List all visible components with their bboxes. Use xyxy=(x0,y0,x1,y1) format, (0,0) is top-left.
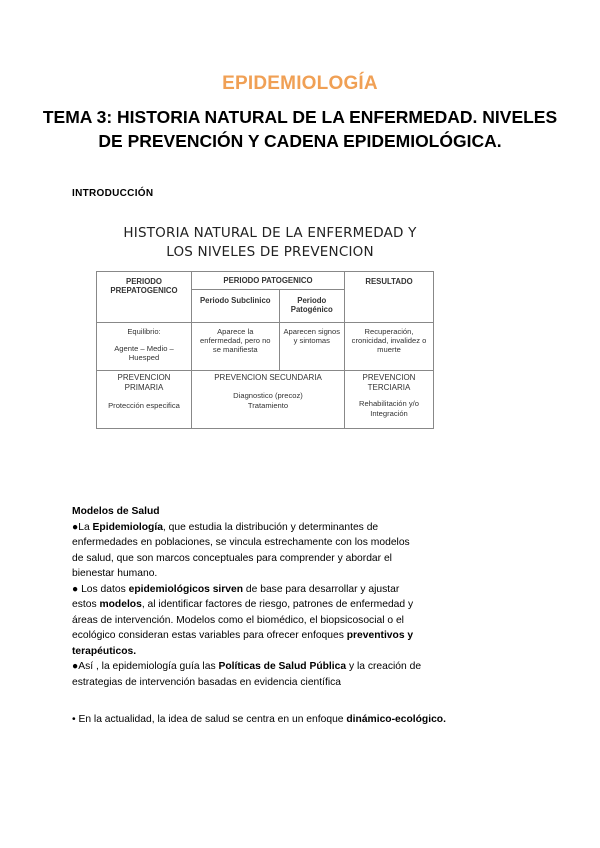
cell-aparece: Aparece la enfermedad, pero no se manifiesta xyxy=(192,323,280,371)
prevencion-secundaria-desc-1: Diagnostico (precoz) xyxy=(233,391,303,400)
final-part-a: • En la actualidad, la idea de salud se centra en un enfoque xyxy=(72,714,347,725)
figure-title-line-2: LOS NIVELES DE PREVENCION xyxy=(166,244,374,260)
p2-part-e: , al identificar factores de riesgo, patrones de enfermedad y áreas de intervención. Modelos como el biomédico, el biopsicosocial o el ecológico consideran estas variables para ofrecer enfoques xyxy=(72,599,414,641)
cell-prevencion-primaria xyxy=(97,371,192,429)
paragraph-datos xyxy=(72,582,422,660)
prevencion-secundaria-desc-2: Tratamiento xyxy=(247,401,289,410)
p3-part-a: ●Así , la epidemiología guía las xyxy=(72,661,219,672)
p3-term-politicas: Políticas de Salud Pública xyxy=(218,661,347,672)
prevencion-primaria-label: PREVENCION PRIMARIA xyxy=(117,373,171,392)
modelos-section xyxy=(72,504,422,690)
p2-part-c: de base para desarrollar y ajustar estos xyxy=(72,583,400,610)
cell-prevencion-terciaria xyxy=(345,371,434,429)
subheader-patogenico: Periodo Patogénico xyxy=(279,290,344,323)
document-title: EPIDEMIOLOGÍA xyxy=(222,73,378,94)
header-resultado: RESULTADO xyxy=(345,272,434,323)
paragraph-politicas xyxy=(72,659,422,690)
cell-prevencion-secundaria xyxy=(192,371,345,429)
cell-resultado: Recuperación, cronicidad, invalidez o muerte xyxy=(345,323,434,371)
p3-part-c: y la creación de estrategias de intervención basadas en evidencia científica xyxy=(72,661,422,688)
p2-term-modelos: modelos xyxy=(99,599,142,610)
topic-title: TEMA 3: HISTORIA NATURAL DE LA ENFERMEDAD. NIVELES DE PREVENCIÓN Y CADENA EPIDEMIOLÓGICA. xyxy=(42,107,558,151)
modelos-heading: Modelos de Salud xyxy=(72,506,160,517)
p2-part-a: ● Los datos xyxy=(72,583,129,595)
section-heading-introduccion: INTRODUCCIÓN xyxy=(72,188,154,199)
figure-title xyxy=(96,224,434,262)
p2-term-preventivos: preventivos y terapéuticos. xyxy=(72,630,414,657)
prevencion-terciaria-label: PREVENCION TERCIARIA xyxy=(362,373,416,392)
natural-history-table xyxy=(96,271,434,429)
prevencion-primaria-desc: Protección especifica xyxy=(108,401,180,410)
p1-part-a: ●La xyxy=(72,521,93,533)
header-prepatogenico: PERIODO PREPATOGENICO xyxy=(97,272,192,323)
prevencion-terciaria-desc: Rehabilitación y/o Integración xyxy=(359,399,419,418)
p1-term-epidemiologia: Epidemiología xyxy=(92,521,163,533)
final-term-dinamico: dinámico-ecológico. xyxy=(346,714,446,725)
figure-title-line-1: HISTORIA NATURAL DE LA ENFERMEDAD Y xyxy=(123,225,417,241)
equilibrio-text: Equilibrio: xyxy=(127,327,161,336)
cell-signos: Aparecen signos y sintomas xyxy=(279,323,344,371)
prevencion-secundaria-label: PREVENCION SECUNDARIA xyxy=(214,373,322,382)
p2-term-epidemiologicos: epidemiológicos sirven xyxy=(128,583,244,595)
cell-equilibrio xyxy=(97,323,192,371)
paragraph-epidemiologia xyxy=(72,520,422,582)
header-patogenico: PERIODO PATOGENICO xyxy=(192,272,345,290)
subheader-subclinico: Periodo Subclinico xyxy=(192,290,280,323)
p1-part-c: , que estudia la distribución y determinantes de enfermedades en poblaciones, se vincula estrechamente con los modelos de salud, que son marcos conceptuales para comprender y abordar el bienestar humano. xyxy=(72,521,410,579)
paragraph-enfoque xyxy=(72,712,502,727)
agente-text: Agente – Medio – Huesped xyxy=(114,344,174,362)
